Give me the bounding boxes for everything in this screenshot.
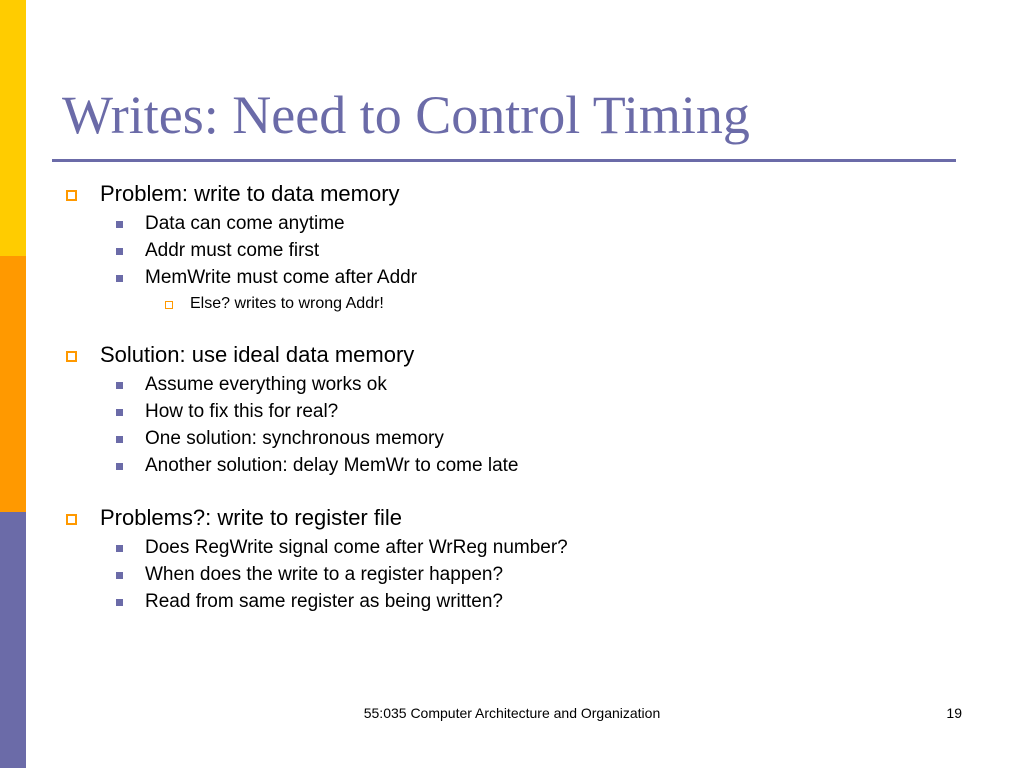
- bullet-text: Assume everything works ok: [145, 374, 387, 395]
- bullet-group: [0, 339, 1000, 479]
- bullet-text: Data can come anytime: [145, 213, 345, 234]
- bullet-level1: [0, 178, 1000, 210]
- bullet-level2: [0, 371, 1000, 398]
- slide-footer: 55:035 Computer Architecture and Organization: [363, 705, 661, 721]
- title-underline: [52, 159, 956, 162]
- bullet-text: When does the write to a register happen?: [145, 564, 504, 585]
- bullet-text: Problems?: write to register file: [100, 505, 402, 530]
- hollow-square-icon: [66, 514, 77, 525]
- slide-number: 19: [946, 705, 962, 721]
- bullet-level2: [0, 452, 1000, 479]
- filled-square-icon: [116, 463, 123, 470]
- filled-square-icon: [116, 382, 123, 389]
- slide-title: Writes: Need to Control Timing: [62, 85, 750, 145]
- bullet-text: How to fix this for real?: [145, 401, 339, 422]
- bullet-level2: [0, 425, 1000, 452]
- bullet-level2: [0, 264, 1000, 291]
- bullet-level1: [0, 502, 1000, 534]
- filled-square-icon: [116, 572, 123, 579]
- bullet-text: Another solution: delay MemWr to come late: [145, 455, 519, 476]
- filled-square-icon: [116, 221, 123, 228]
- bullet-text: Solution: use ideal data memory: [100, 342, 415, 367]
- filled-square-icon: [116, 409, 123, 416]
- bullet-level2: [0, 237, 1000, 264]
- bullet-level1: [0, 339, 1000, 371]
- filled-square-icon: [116, 436, 123, 443]
- bullet-group: [0, 178, 1000, 316]
- bullet-text: Else? writes to wrong Addr!: [190, 295, 384, 312]
- bullet-text: MemWrite must come after Addr: [145, 267, 418, 288]
- filled-square-icon: [116, 545, 123, 552]
- bullet-text: Problem: write to data memory: [100, 181, 400, 206]
- hollow-square-icon: [66, 190, 77, 201]
- hollow-square-icon: [66, 351, 77, 362]
- bullet-level2: [0, 561, 1000, 588]
- bullet-text: Does RegWrite signal come after WrReg number?: [145, 537, 568, 558]
- bullet-level2: [0, 210, 1000, 237]
- filled-square-icon: [116, 248, 123, 255]
- bullet-list: [0, 178, 1000, 638]
- bullet-text: One solution: synchronous memory: [145, 428, 444, 449]
- hollow-square-icon: [165, 301, 173, 309]
- bullet-level2: [0, 534, 1000, 561]
- bullet-level2: [0, 398, 1000, 425]
- bullet-group: [0, 502, 1000, 615]
- bullet-level2: [0, 588, 1000, 615]
- bullet-level3: [0, 291, 1000, 316]
- filled-square-icon: [116, 275, 123, 282]
- bullet-text: Addr must come first: [145, 240, 320, 261]
- bullet-text: Read from same register as being written?: [145, 591, 503, 612]
- filled-square-icon: [116, 599, 123, 606]
